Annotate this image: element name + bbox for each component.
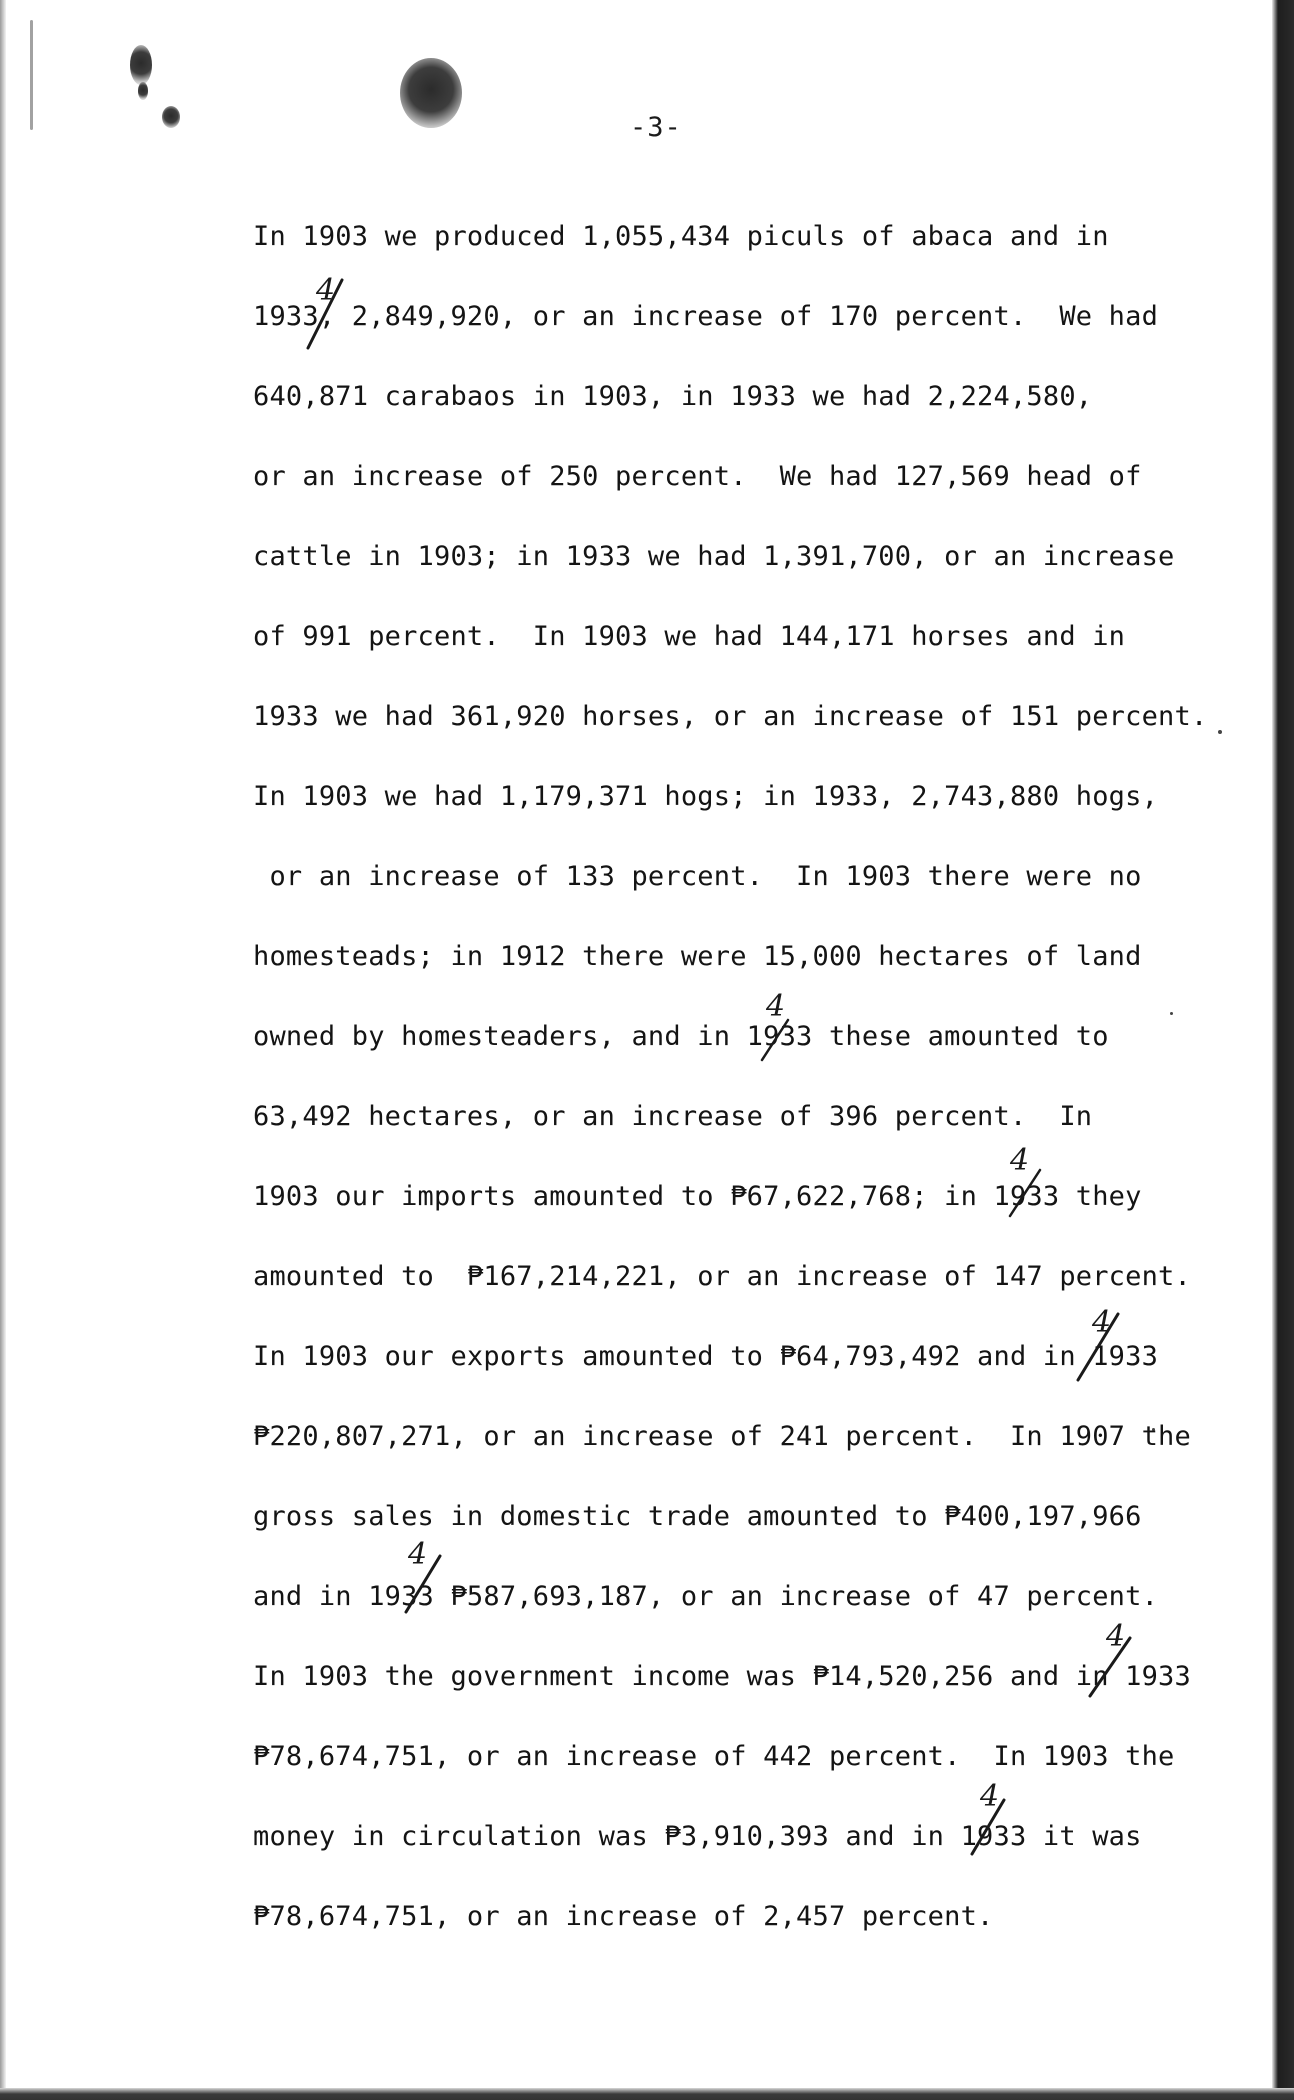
correction-digit: 4 [1106, 1619, 1126, 1654]
text-line: In 1903 we had 1,179,371 hogs; in 1933, 2,743,880 hogs, [253, 781, 1159, 812]
handwritten-slash-icon [1070, 1296, 1130, 1386]
text-line: In 1903 our exports amounted to ₱64,793,492 and in 1933 [253, 1341, 1159, 1372]
text-line: or an increase of 250 percent. We had 127,569 head of [253, 461, 1142, 492]
text-line: of 991 percent. In 1903 we had 144,171 horses and in [253, 621, 1126, 652]
ink-speck [1218, 730, 1222, 734]
scan-edge-bottom [0, 2088, 1294, 2100]
text-line: and in 1933 ₱587,693,187, or an increase of 47 percent. [253, 1581, 1159, 1612]
text-line: gross sales in domestic trade amounted to ₱400,197,966 [253, 1501, 1142, 1532]
text-line: 640,871 carabaos in 1903, in 1933 we had 2,224,580, [253, 381, 1093, 412]
text-line: ₱78,674,751, or an increase of 2,457 percent. [253, 1901, 994, 1932]
correction-digit: 4 [766, 989, 786, 1024]
correction-digit: 4 [980, 1779, 1000, 1814]
correction-digit: 4 [316, 273, 336, 308]
text-line: 1933 we had 361,920 horses, or an increase of 151 percent. [253, 701, 1208, 732]
handwritten-correction [752, 980, 812, 1070]
text-line: ₱78,674,751, or an increase of 442 percent. In 1903 the [253, 1741, 1175, 1772]
handwritten-correction [1070, 1296, 1130, 1386]
text-line: 1903 our imports amounted to ₱67,622,768; in 1933 they [253, 1181, 1142, 1212]
handwritten-slash-icon [964, 1770, 1024, 1860]
handwritten-correction [964, 1770, 1024, 1860]
handwritten-slash-icon [752, 980, 812, 1070]
handwritten-correction [296, 266, 356, 356]
scan-mark [30, 20, 33, 130]
ink-blot [138, 82, 148, 100]
scan-edge-right [1272, 0, 1294, 2100]
correction-digit: 4 [1010, 1143, 1030, 1178]
handwritten-correction [1000, 1134, 1060, 1224]
text-line: cattle in 1903; in 1933 we had 1,391,700, or an increase [253, 541, 1175, 572]
ink-blot [400, 58, 462, 128]
text-line: ₱220,807,271, or an increase of 241 percent. In 1907 the [253, 1421, 1191, 1452]
handwritten-correction [1084, 1612, 1144, 1702]
scan-edge-left [0, 0, 6, 2100]
text-line: amounted to ₱167,214,221, or an increase of 147 percent. [253, 1261, 1191, 1292]
text-line: 1933, 2,849,920, or an increase of 170 percent. We had [253, 301, 1159, 332]
handwritten-slash-icon [1000, 1134, 1060, 1224]
text-line: 63,492 hectares, or an increase of 396 percent. In [253, 1101, 1093, 1132]
text-line: or an increase of 133 percent. In 1903 there were no [253, 861, 1142, 892]
text-line: In 1903 the government income was ₱14,520,256 and in 1933 [253, 1661, 1191, 1692]
correction-digit: 4 [408, 1537, 428, 1572]
handwritten-slash-icon [398, 1530, 458, 1620]
correction-digit: 4 [1092, 1305, 1112, 1340]
text-line: money in circulation was ₱3,910,393 and in 1933 it was [253, 1821, 1142, 1852]
ink-blot [130, 45, 152, 85]
body-text [253, 214, 1208, 1974]
page-number: -3- [630, 112, 682, 143]
ink-blot [162, 106, 180, 128]
text-line: owned by homesteaders, and in 1933 these amounted to [253, 1021, 1109, 1052]
text-line: homesteads; in 1912 there were 15,000 hectares of land [253, 941, 1142, 972]
text-line: In 1903 we produced 1,055,434 piculs of abaca and in [253, 221, 1109, 252]
handwritten-slash-icon [296, 266, 356, 356]
handwritten-correction [398, 1530, 458, 1620]
handwritten-slash-icon [1084, 1612, 1144, 1702]
